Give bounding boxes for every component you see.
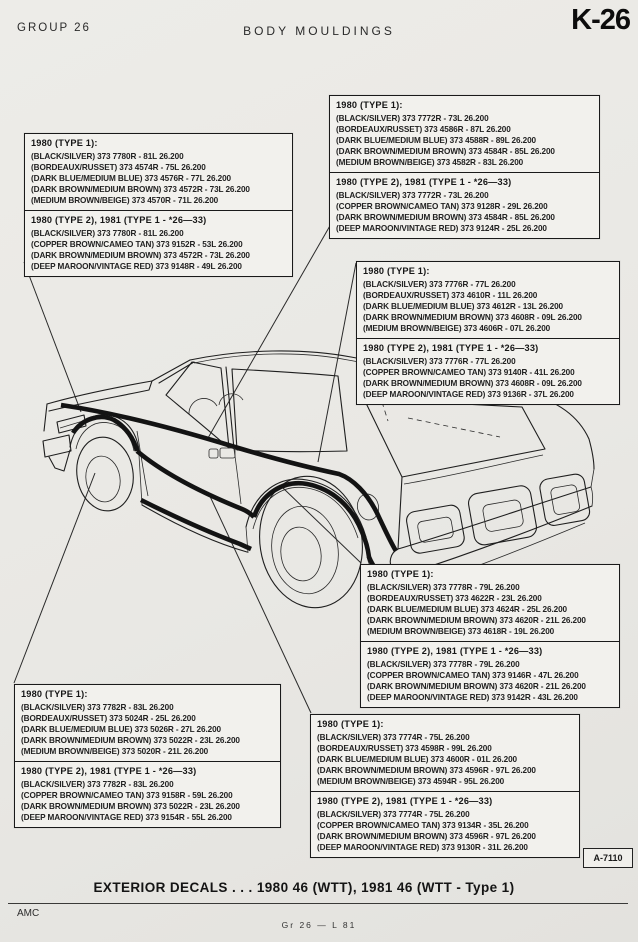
spec-lines (21, 779, 274, 823)
spec-lines (317, 809, 573, 853)
part-line: (DARK BROWN/MEDIUM BROWN) 373 4596R - 97L 26.200 (317, 766, 536, 775)
part-line: (DARK BLUE/MEDIUM BLUE) 373 4600R - 01L 26.200 (317, 755, 517, 764)
part-line: (DARK BROWN/MEDIUM BROWN) 373 4584R - 85L 26.200 (336, 213, 555, 222)
spec-lines (31, 228, 286, 272)
part-line: (DARK BROWN/MEDIUM BROWN) 373 4608R - 09L 26.200 (363, 379, 582, 388)
spec-heading: 1980 (TYPE 1): (336, 100, 403, 110)
figure-code-badge: A-7110 (583, 848, 633, 868)
page-caption: EXTERIOR DECALS . . . 1980 46 (WTT), 1981 46 (WTT - Type 1) (93, 880, 515, 895)
part-line: (MEDIUM BROWN/BEIGE) 373 4594R - 95L 26.200 (317, 777, 505, 786)
part-line: (BLACK/SILVER) 373 7774R - 75L 26.200 (317, 733, 470, 742)
part-line: (BORDEAUX/RUSSET) 373 5024R - 25L 26.200 (21, 714, 196, 723)
part-line: (COPPER BROWN/CAMEO TAN) 373 9134R - 35L 26.200 (317, 821, 529, 830)
decal-stripes (61, 405, 407, 594)
part-line: (BLACK/SILVER) 373 7776R - 77L 26.200 (363, 280, 516, 289)
part-line: (DARK BLUE/MEDIUM BLUE) 373 4588R - 89L 26.200 (336, 136, 536, 145)
spec-lines (317, 732, 573, 787)
spec-box-top-right (329, 95, 600, 239)
spec-heading: 1980 (TYPE 1): (367, 569, 434, 579)
wheels (72, 433, 372, 615)
spec-lines (367, 582, 613, 637)
spec-heading: 1980 (TYPE 2), 1981 (TYPE 1 - *26—33) (363, 343, 539, 353)
spec-lines (336, 190, 593, 234)
part-line: (BLACK/SILVER) 373 7782R - 83L 26.200 (21, 703, 174, 712)
spec-box-top-left (24, 133, 293, 277)
part-line: (COPPER BROWN/CAMEO TAN) 373 9146R - 47L 26.200 (367, 671, 579, 680)
spec-heading: 1980 (TYPE 2), 1981 (TYPE 1 - *26—33) (317, 796, 493, 806)
part-line: (MEDIUM BROWN/BEIGE) 373 4606R - 07L 26.200 (363, 324, 551, 333)
spec-heading: 1980 (TYPE 2), 1981 (TYPE 1 - *26—33) (31, 215, 207, 225)
part-line: (DEEP MAROON/VINTAGE RED) 373 9130R - 31L 26.200 (317, 843, 528, 852)
part-line: (MEDIUM BROWN/BEIGE) 373 5020R - 21L 26.200 (21, 747, 209, 756)
spec-lines (367, 659, 613, 703)
spec-lines (31, 151, 286, 206)
part-line: (COPPER BROWN/CAMEO TAN) 373 9158R - 59L 26.200 (21, 791, 233, 800)
part-line: (DARK BROWN/MEDIUM BROWN) 373 5022R - 23L 26.200 (21, 736, 240, 745)
part-line: (BLACK/SILVER) 373 7778R - 79L 26.200 (367, 660, 520, 669)
part-line: (BORDEAUX/RUSSET) 373 4598R - 99L 26.200 (317, 744, 492, 753)
tail-lamps (404, 473, 593, 558)
footer-revision: Gr 26 — L 81 (281, 920, 357, 930)
part-line: (DEEP MAROON/VINTAGE RED) 373 9136R - 37L 26.200 (363, 390, 574, 399)
spec-lines (21, 702, 274, 757)
part-line: (DARK BLUE/MEDIUM BLUE) 373 4612R - 13L 26.200 (363, 302, 563, 311)
spec-box-lower-right (360, 564, 620, 708)
spec-lines (363, 356, 613, 400)
spec-box-middle-right (356, 261, 620, 405)
part-line: (DARK BROWN/MEDIUM BROWN) 373 4584R - 85L 26.200 (336, 147, 555, 156)
part-line: (DARK BROWN/MEDIUM BROWN) 373 4620R - 21L 26.200 (367, 682, 586, 691)
spec-heading: 1980 (TYPE 2), 1981 (TYPE 1 - *26—33) (21, 766, 197, 776)
door-handle-icon (209, 448, 235, 458)
part-line: (DEEP MAROON/VINTAGE RED) 373 9148R - 49L 26.200 (31, 262, 242, 271)
part-line: (DARK BROWN/MEDIUM BROWN) 373 5022R - 23L 26.200 (21, 802, 240, 811)
spec-heading: 1980 (TYPE 2), 1981 (TYPE 1 - *26—33) (367, 646, 543, 656)
part-line: (MEDIUM BROWN/BEIGE) 373 4618R - 19L 26.200 (367, 627, 555, 636)
part-line: (BLACK/SILVER) 373 7772R - 73L 26.200 (336, 114, 489, 123)
part-line: (DEEP MAROON/VINTAGE RED) 373 9154R - 55L 26.200 (21, 813, 232, 822)
part-line: (BLACK/SILVER) 373 7780R - 81L 26.200 (31, 152, 184, 161)
part-line: (BLACK/SILVER) 373 7776R - 77L 26.200 (363, 357, 516, 366)
spec-heading: 1980 (TYPE 1): (21, 689, 88, 699)
part-line: (DARK BROWN/MEDIUM BROWN) 373 4572R - 73L 26.200 (31, 185, 250, 194)
part-line: (COPPER BROWN/CAMEO TAN) 373 9140R - 41L 26.200 (363, 368, 575, 377)
footer-rule (8, 903, 628, 904)
group-label: GROUP 26 (17, 22, 91, 34)
part-line: (DARK BROWN/MEDIUM BROWN) 373 4620R - 21L 26.200 (367, 616, 586, 625)
part-line: (BORDEAUX/RUSSET) 373 4586R - 87L 26.200 (336, 125, 511, 134)
spec-heading: 1980 (TYPE 1): (317, 719, 384, 729)
part-line: (DARK BLUE/MEDIUM BLUE) 373 4624R - 25L 26.200 (367, 605, 567, 614)
part-line: (DARK BROWN/MEDIUM BROWN) 373 4596R - 97L 26.200 (317, 832, 536, 841)
part-line: (DARK BROWN/MEDIUM BROWN) 373 4572R - 73L 26.200 (31, 251, 250, 260)
spec-lines (363, 279, 613, 334)
part-line: (BLACK/SILVER) 373 7778R - 79L 26.200 (367, 583, 520, 592)
footer-brand: AMC (17, 908, 40, 919)
page-title: BODY MOULDINGS (243, 24, 395, 38)
part-line: (BORDEAUX/RUSSET) 373 4610R - 11L 26.200 (363, 291, 538, 300)
part-line: (DARK BLUE/MEDIUM BLUE) 373 4576R - 77L 26.200 (31, 174, 231, 183)
part-line: (BLACK/SILVER) 373 7772R - 73L 26.200 (336, 191, 489, 200)
spec-heading: 1980 (TYPE 1): (363, 266, 430, 276)
part-line: (BLACK/SILVER) 373 7780R - 81L 26.200 (31, 229, 184, 238)
part-line: (BLACK/SILVER) 373 7782R - 83L 26.200 (21, 780, 174, 789)
part-line: (BLACK/SILVER) 373 7774R - 75L 26.200 (317, 810, 470, 819)
part-line: (BORDEAUX/RUSSET) 373 4622R - 23L 26.200 (367, 594, 542, 603)
part-line: (COPPER BROWN/CAMEO TAN) 373 9128R - 29L 26.200 (336, 202, 548, 211)
part-line: (DARK BROWN/MEDIUM BROWN) 373 4608R - 09L 26.200 (363, 313, 582, 322)
part-line: (BORDEAUX/RUSSET) 373 4574R - 75L 26.200 (31, 163, 206, 172)
part-line: (DARK BLUE/MEDIUM BLUE) 373 5026R - 27L 26.200 (21, 725, 221, 734)
spec-heading: 1980 (TYPE 2), 1981 (TYPE 1 - *26—33) (336, 177, 512, 187)
part-line: (COPPER BROWN/CAMEO TAN) 373 9152R - 53L 26.200 (31, 240, 243, 249)
spec-box-bottom-left (14, 684, 281, 828)
spec-heading: 1980 (TYPE 1): (31, 138, 98, 148)
part-line: (DEEP MAROON/VINTAGE RED) 373 9124R - 25L 26.200 (336, 224, 547, 233)
spec-box-bottom-center (310, 714, 580, 858)
page-code: K-26 (571, 4, 630, 36)
part-line: (MEDIUM BROWN/BEIGE) 373 4582R - 83L 26.200 (336, 158, 524, 167)
part-line: (MEDIUM BROWN/BEIGE) 373 4570R - 71L 26.200 (31, 196, 219, 205)
spec-lines (336, 113, 593, 168)
part-line: (DEEP MAROON/VINTAGE RED) 373 9142R - 43L 26.200 (367, 693, 578, 702)
